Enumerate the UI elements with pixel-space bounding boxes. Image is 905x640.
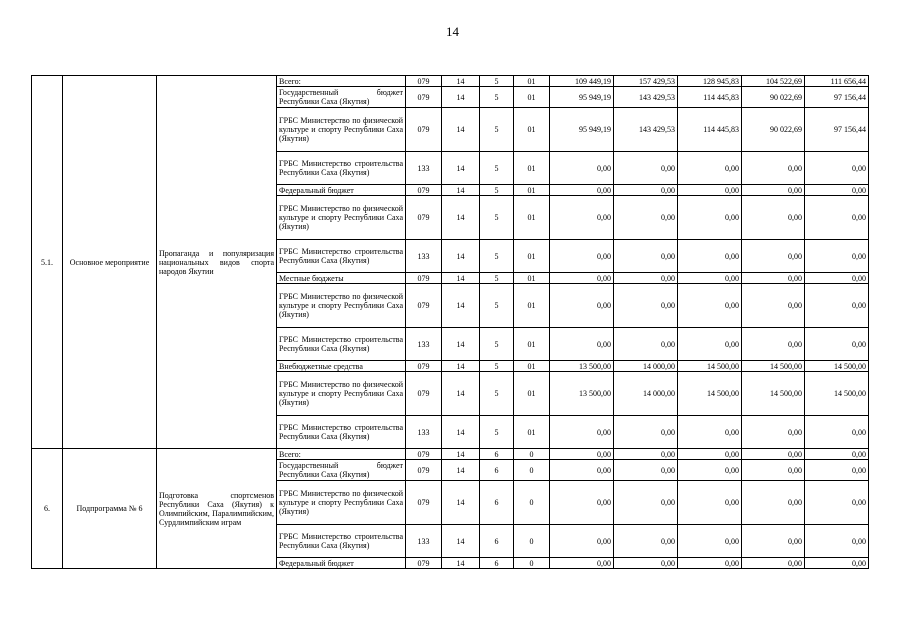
amount-value: 14 500,00 xyxy=(678,361,742,372)
funding-source: ГРБС Министерство строительства Республики Саха (Якутия) xyxy=(277,152,406,185)
budget-code: 079 xyxy=(406,108,442,152)
amount-value: 0,00 xyxy=(742,284,805,328)
funding-source: ГРБС Министерство по физической культуре и спорту Республики Саха (Якутия) xyxy=(277,481,406,525)
amount-value: 0,00 xyxy=(678,152,742,185)
amount-value: 157 429,53 xyxy=(614,76,678,87)
budget-code: 0 xyxy=(514,558,550,569)
budget-code: 01 xyxy=(514,273,550,284)
table-row xyxy=(32,449,869,460)
amount-value: 14 000,00 xyxy=(614,361,678,372)
budget-code: 6 xyxy=(480,449,514,460)
amount-value: 0,00 xyxy=(742,481,805,525)
amount-value: 0,00 xyxy=(805,196,869,240)
budget-code: 133 xyxy=(406,240,442,273)
section-kind: Основное мероприятие xyxy=(63,76,157,449)
amount-value: 111 656,44 xyxy=(805,76,869,87)
budget-code: 5 xyxy=(480,196,514,240)
budget-code: 133 xyxy=(406,416,442,449)
section-name: Подготовка спортсменов Республики Саха (Якутия) к Олимпийским, Паралимпийским, Сурдлимпийским играм xyxy=(157,449,277,569)
amount-value: 0,00 xyxy=(678,558,742,569)
budget-code: 5 xyxy=(480,416,514,449)
amount-value: 0,00 xyxy=(742,152,805,185)
amount-value: 0,00 xyxy=(550,525,614,558)
amount-value: 0,00 xyxy=(678,273,742,284)
amount-value: 0,00 xyxy=(805,558,869,569)
budget-code: 01 xyxy=(514,361,550,372)
budget-code: 5 xyxy=(480,284,514,328)
amount-value: 0,00 xyxy=(550,152,614,185)
budget-code: 079 xyxy=(406,76,442,87)
amount-value: 114 445,83 xyxy=(678,87,742,108)
budget-code: 079 xyxy=(406,185,442,196)
amount-value: 0,00 xyxy=(550,273,614,284)
budget-code: 14 xyxy=(442,152,480,185)
amount-value: 114 445,83 xyxy=(678,108,742,152)
amount-value: 14 500,00 xyxy=(805,372,869,416)
amount-value: 0,00 xyxy=(678,460,742,481)
amount-value: 109 449,19 xyxy=(550,76,614,87)
amount-value: 0,00 xyxy=(550,558,614,569)
budget-code: 079 xyxy=(406,449,442,460)
amount-value: 14 000,00 xyxy=(614,372,678,416)
budget-code: 01 xyxy=(514,284,550,328)
amount-value: 0,00 xyxy=(614,558,678,569)
amount-value: 0,00 xyxy=(742,460,805,481)
amount-value: 90 022,69 xyxy=(742,87,805,108)
budget-code: 6 xyxy=(480,481,514,525)
budget-code: 14 xyxy=(442,481,480,525)
amount-value: 0,00 xyxy=(742,416,805,449)
budget-code: 079 xyxy=(406,558,442,569)
budget-code: 5 xyxy=(480,87,514,108)
budget-code: 6 xyxy=(480,460,514,481)
budget-code: 5 xyxy=(480,273,514,284)
section-number: 5.1. xyxy=(32,76,63,449)
amount-value: 0,00 xyxy=(742,558,805,569)
amount-value: 0,00 xyxy=(678,240,742,273)
budget-code: 01 xyxy=(514,240,550,273)
funding-source: Государственный бюджет Республики Саха (Якутия) xyxy=(277,87,406,108)
budget-code: 14 xyxy=(442,284,480,328)
budget-code: 01 xyxy=(514,196,550,240)
amount-value: 0,00 xyxy=(550,481,614,525)
budget-code: 14 xyxy=(442,460,480,481)
budget-code: 0 xyxy=(514,449,550,460)
funding-source: Местные бюджеты xyxy=(277,273,406,284)
page-number: 14 xyxy=(446,24,459,39)
budget-code: 01 xyxy=(514,416,550,449)
amount-value: 143 429,53 xyxy=(614,108,678,152)
budget-code: 079 xyxy=(406,372,442,416)
budget-code: 14 xyxy=(442,525,480,558)
amount-value: 0,00 xyxy=(805,185,869,196)
funding-source: Государственный бюджет Республики Саха (Якутия) xyxy=(277,460,406,481)
amount-value: 14 500,00 xyxy=(805,361,869,372)
budget-code: 14 xyxy=(442,185,480,196)
amount-value: 0,00 xyxy=(805,152,869,185)
amount-value: 0,00 xyxy=(805,328,869,361)
budget-code: 5 xyxy=(480,152,514,185)
amount-value: 0,00 xyxy=(614,328,678,361)
amount-value: 0,00 xyxy=(550,240,614,273)
budget-code: 0 xyxy=(514,525,550,558)
budget-code: 14 xyxy=(442,449,480,460)
amount-value: 0,00 xyxy=(742,185,805,196)
budget-code: 14 xyxy=(442,328,480,361)
amount-value: 0,00 xyxy=(742,525,805,558)
budget-code: 14 xyxy=(442,361,480,372)
amount-value: 0,00 xyxy=(550,416,614,449)
amount-value: 0,00 xyxy=(678,196,742,240)
amount-value: 0,00 xyxy=(678,328,742,361)
amount-value: 0,00 xyxy=(614,284,678,328)
funding-source: ГРБС Министерство по физической культуре и спорту Республики Саха (Якутия) xyxy=(277,108,406,152)
section-kind: Подпрограмма № 6 xyxy=(63,449,157,569)
budget-code: 01 xyxy=(514,328,550,361)
funding-source: Внебюджетные средства xyxy=(277,361,406,372)
budget-code: 01 xyxy=(514,185,550,196)
budget-code: 14 xyxy=(442,273,480,284)
amount-value: 0,00 xyxy=(805,284,869,328)
funding-source: Федеральный бюджет xyxy=(277,558,406,569)
amount-value: 0,00 xyxy=(742,240,805,273)
amount-value: 14 500,00 xyxy=(742,372,805,416)
budget-code: 5 xyxy=(480,372,514,416)
amount-value: 0,00 xyxy=(614,185,678,196)
budget-code: 079 xyxy=(406,460,442,481)
amount-value: 0,00 xyxy=(614,240,678,273)
amount-value: 13 500,00 xyxy=(550,361,614,372)
budget-code: 5 xyxy=(480,361,514,372)
budget-code: 079 xyxy=(406,481,442,525)
section-number: 6. xyxy=(32,449,63,569)
amount-value: 0,00 xyxy=(805,416,869,449)
budget-code: 01 xyxy=(514,87,550,108)
amount-value: 0,00 xyxy=(550,328,614,361)
amount-value: 0,00 xyxy=(805,481,869,525)
funding-source: ГРБС Министерство строительства Республики Саха (Якутия) xyxy=(277,240,406,273)
budget-code: 14 xyxy=(442,558,480,569)
amount-value: 0,00 xyxy=(805,525,869,558)
funding-source: ГРБС Министерство строительства Республики Саха (Якутия) xyxy=(277,525,406,558)
amount-value: 143 429,53 xyxy=(614,87,678,108)
amount-value: 0,00 xyxy=(805,240,869,273)
amount-value: 0,00 xyxy=(742,328,805,361)
budget-code: 079 xyxy=(406,361,442,372)
amount-value: 14 500,00 xyxy=(742,361,805,372)
amount-value: 0,00 xyxy=(614,481,678,525)
amount-value: 97 156,44 xyxy=(805,108,869,152)
amount-value: 0,00 xyxy=(678,185,742,196)
budget-code: 5 xyxy=(480,76,514,87)
budget-code: 14 xyxy=(442,196,480,240)
budget-code: 079 xyxy=(406,273,442,284)
amount-value: 0,00 xyxy=(550,449,614,460)
section-name: Пропаганда и популяризация национальных видов спорта народов Якутии xyxy=(157,76,277,449)
amount-value: 14 500,00 xyxy=(678,372,742,416)
amount-value: 0,00 xyxy=(614,460,678,481)
funding-source: ГРБС Министерство строительства Республики Саха (Якутия) xyxy=(277,328,406,361)
amount-value: 97 156,44 xyxy=(805,87,869,108)
funding-source: ГРБС Министерство по физической культуре и спорту Республики Саха (Якутия) xyxy=(277,284,406,328)
budget-code: 01 xyxy=(514,76,550,87)
funding-source: Всего: xyxy=(277,449,406,460)
amount-value: 13 500,00 xyxy=(550,372,614,416)
budget-code: 5 xyxy=(480,108,514,152)
amount-value: 0,00 xyxy=(550,185,614,196)
budget-code: 0 xyxy=(514,481,550,525)
funding-source: ГРБС Министерство по физической культуре и спорту Республики Саха (Якутия) xyxy=(277,372,406,416)
budget-code: 6 xyxy=(480,525,514,558)
amount-value: 0,00 xyxy=(550,196,614,240)
amount-value: 128 945,83 xyxy=(678,76,742,87)
amount-value: 0,00 xyxy=(805,273,869,284)
amount-value: 0,00 xyxy=(678,481,742,525)
budget-code: 5 xyxy=(480,185,514,196)
budget-code: 079 xyxy=(406,87,442,108)
amount-value: 0,00 xyxy=(614,449,678,460)
amount-value: 0,00 xyxy=(614,196,678,240)
budget-code: 14 xyxy=(442,240,480,273)
amount-value: 0,00 xyxy=(742,196,805,240)
budget-code: 01 xyxy=(514,152,550,185)
funding-source: Всего: xyxy=(277,76,406,87)
amount-value: 0,00 xyxy=(678,525,742,558)
budget-code: 6 xyxy=(480,558,514,569)
amount-value: 0,00 xyxy=(614,525,678,558)
amount-value: 0,00 xyxy=(678,416,742,449)
budget-code: 133 xyxy=(406,328,442,361)
amount-value: 95 949,19 xyxy=(550,108,614,152)
amount-value: 0,00 xyxy=(742,273,805,284)
amount-value: 0,00 xyxy=(614,416,678,449)
amount-value: 0,00 xyxy=(614,273,678,284)
amount-value: 0,00 xyxy=(742,449,805,460)
budget-code: 5 xyxy=(480,328,514,361)
budget-code: 5 xyxy=(480,240,514,273)
budget-code: 079 xyxy=(406,284,442,328)
budget-code: 133 xyxy=(406,525,442,558)
amount-value: 0,00 xyxy=(678,284,742,328)
budget-code: 14 xyxy=(442,76,480,87)
budget-code: 14 xyxy=(442,372,480,416)
budget-table xyxy=(31,75,869,569)
budget-code: 14 xyxy=(442,108,480,152)
table-row xyxy=(32,76,869,87)
amount-value: 0,00 xyxy=(614,152,678,185)
budget-code: 079 xyxy=(406,196,442,240)
amount-value: 0,00 xyxy=(550,460,614,481)
funding-source: Федеральный бюджет xyxy=(277,185,406,196)
amount-value: 0,00 xyxy=(678,449,742,460)
funding-source: ГРБС Министерство по физической культуре и спорту Республики Саха (Якутия) xyxy=(277,196,406,240)
budget-code: 0 xyxy=(514,460,550,481)
budget-code: 14 xyxy=(442,416,480,449)
budget-code: 14 xyxy=(442,87,480,108)
budget-code: 01 xyxy=(514,372,550,416)
amount-value: 0,00 xyxy=(805,449,869,460)
amount-value: 0,00 xyxy=(550,284,614,328)
amount-value: 104 522,69 xyxy=(742,76,805,87)
amount-value: 0,00 xyxy=(805,460,869,481)
amount-value: 95 949,19 xyxy=(550,87,614,108)
funding-source: ГРБС Министерство строительства Республики Саха (Якутия) xyxy=(277,416,406,449)
budget-code: 01 xyxy=(514,108,550,152)
budget-code: 133 xyxy=(406,152,442,185)
amount-value: 90 022,69 xyxy=(742,108,805,152)
